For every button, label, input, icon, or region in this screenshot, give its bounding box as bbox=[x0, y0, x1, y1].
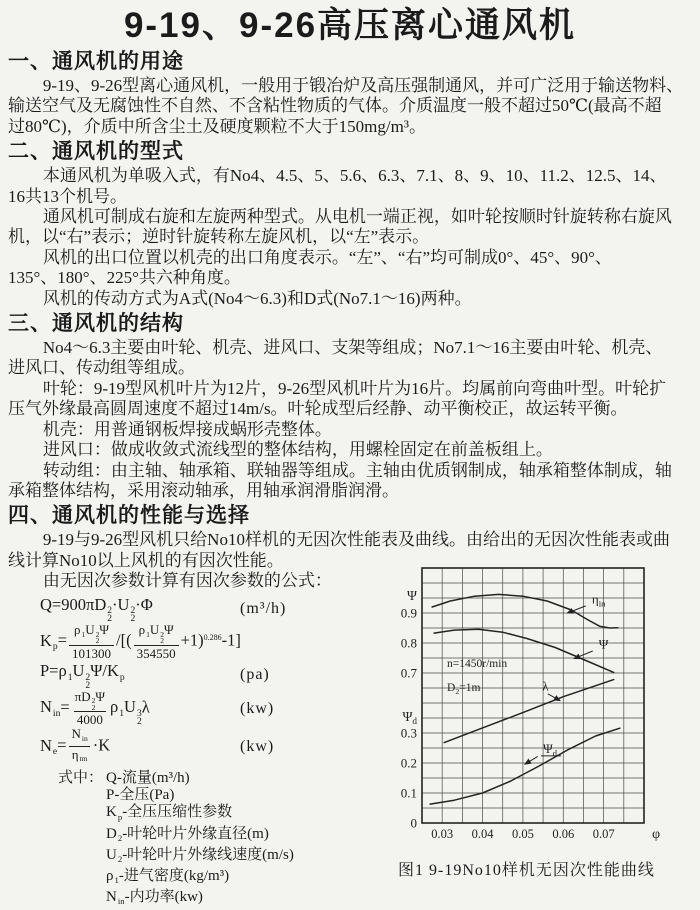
series-label-psi-d: $\Psi_d$ bbox=[543, 740, 558, 758]
symbol-sub: p bbox=[119, 671, 125, 683]
body-line: 进风口、传动组等组成。 bbox=[8, 358, 195, 378]
symbol-sup: 3 bbox=[136, 707, 142, 719]
symbol-base: $K_p$ bbox=[106, 804, 123, 822]
fraction-denominator bbox=[69, 645, 114, 661]
symbol-base: D 2 2 bbox=[94, 594, 113, 625]
formula-expression bbox=[40, 690, 150, 727]
body-line: 承箱整体结构，采用滚动轴承，用轴承润滑脂润滑。 bbox=[8, 480, 399, 500]
formula-text: λ bbox=[141, 697, 150, 717]
symbol-sub: p bbox=[52, 641, 58, 653]
formula-row-1 bbox=[40, 595, 398, 624]
formula-text: P= bbox=[40, 661, 59, 681]
symbol-base: $\rho_1$ bbox=[74, 622, 86, 640]
y-tick-label: 0.2 bbox=[400, 755, 417, 771]
symbol-sub: 1 bbox=[81, 630, 86, 640]
symbol-base: $U_2$ bbox=[106, 846, 123, 864]
symbol-base: U 2 2 bbox=[85, 622, 100, 646]
symbol-sub: 2 bbox=[130, 613, 136, 625]
series-label-eta-in: $\eta_{in}$ bbox=[591, 591, 606, 609]
symbol-sub: 2 bbox=[117, 853, 123, 864]
formula-text: -叶轮叶片外缘直径(m) bbox=[122, 825, 269, 842]
performance-chart-svg bbox=[388, 560, 668, 853]
figure-1 bbox=[388, 560, 694, 880]
formula-text: Ψ bbox=[95, 688, 106, 704]
body-line: No4～6.3主要由叶轮、机壳、进风口、支架等组成；No7.1～16主要由叶轮、机壳、 bbox=[42, 338, 663, 358]
formula-text: /[( bbox=[116, 630, 132, 650]
formula-text: = bbox=[60, 697, 70, 717]
symbol-sub: 2 bbox=[160, 636, 164, 646]
formula-text: Q=900π bbox=[40, 594, 95, 614]
fraction-numerator bbox=[72, 690, 108, 711]
formula-unit: (kw) bbox=[240, 699, 275, 717]
body-line: 压气外缘最高圆周速度不超过14m/s。叶轮成型后经静、动平衡校正，故运转平衡。 bbox=[8, 399, 628, 419]
y-tick-label: 0 bbox=[410, 815, 417, 831]
formula-text: -进气密度(kg/m³) bbox=[118, 867, 230, 884]
symbol-sub: in bbox=[81, 733, 88, 743]
x-tick-label: 0.07 bbox=[592, 827, 615, 841]
body-line: 机，以“右”表示；逆时针旋转称左旋风机，以“左”表示。 bbox=[8, 227, 430, 247]
y-tick-label: 0.1 bbox=[400, 785, 417, 801]
symbol-sub: e bbox=[52, 745, 58, 757]
body-line: 输送空气及无腐蚀性不自然、不含粘性物质的气体。介质温度一般不超过50℃(最高不超 bbox=[8, 96, 662, 116]
formula-text: ·K bbox=[92, 735, 111, 755]
formula-text: 354550 bbox=[136, 645, 176, 661]
formula-expression bbox=[40, 661, 125, 690]
section-3 bbox=[8, 312, 692, 501]
symbol-sub: tm bbox=[79, 754, 88, 764]
symbol-sub: p bbox=[117, 811, 123, 822]
section-2 bbox=[8, 140, 692, 309]
formula-text: Q-流量(m³/h) bbox=[106, 770, 190, 787]
series-arrow-lambda bbox=[548, 694, 560, 701]
body-line: 135°、180°、225°共六种角度。 bbox=[8, 268, 241, 288]
formula-row-2 bbox=[40, 623, 398, 661]
symbol-base: $N_{in}$ bbox=[40, 697, 61, 719]
formula-text: Ψ bbox=[99, 622, 110, 638]
symbol-sup: 2 bbox=[85, 671, 91, 683]
formula-text: π bbox=[74, 688, 82, 704]
symbol-sub: 2 bbox=[107, 613, 113, 625]
x-tick-label: 0.04 bbox=[471, 827, 494, 841]
symbol-sub: 2 bbox=[91, 702, 96, 712]
where-label: 式中： bbox=[58, 770, 104, 787]
symbol-sub: 2 bbox=[136, 715, 142, 727]
x-tick-label: 0.06 bbox=[552, 827, 575, 841]
fraction-denominator bbox=[134, 645, 179, 661]
formula-row-5 bbox=[40, 727, 398, 766]
formula-text: = bbox=[57, 735, 67, 755]
formula-text: 101300 bbox=[72, 645, 112, 661]
formula-expression bbox=[40, 595, 153, 624]
symbol-sup: 2 bbox=[107, 604, 113, 616]
symbol-sub: 1 bbox=[119, 707, 125, 719]
formula-row-4 bbox=[40, 690, 398, 727]
formula-expression bbox=[40, 623, 241, 660]
symbol-base: D 2 2 bbox=[81, 688, 96, 712]
formula-text: 4000 bbox=[76, 712, 103, 728]
formula-text: Ψ bbox=[164, 622, 174, 638]
symbol-base: U 2 2 bbox=[117, 594, 136, 625]
formula-unit: (pa) bbox=[240, 666, 270, 684]
symbol-base: $D_2$ bbox=[106, 825, 123, 843]
symbol-sup: 2 bbox=[91, 696, 96, 706]
symbol-sup: 2 bbox=[130, 604, 136, 616]
y-axis-bottom-label: $\Psi_d$ bbox=[402, 709, 417, 726]
formula-text: P-全压(Pa) bbox=[106, 787, 175, 804]
fraction bbox=[134, 623, 179, 660]
formula-text: -1] bbox=[221, 630, 241, 650]
body-line: 过80℃)，介质中所含尘土及硬度颗粒不大于150mg/m³。 bbox=[8, 116, 426, 136]
formula-text: = bbox=[57, 630, 68, 650]
fraction bbox=[68, 727, 90, 766]
symbol-sub: 1 bbox=[114, 874, 119, 885]
section-1 bbox=[8, 50, 692, 137]
symbol-sub: in bbox=[117, 895, 125, 906]
symbol-base: $\rho_1$ bbox=[106, 867, 119, 885]
formula-text: -全压压缩性参数 bbox=[122, 804, 233, 821]
body-line: 线计算No10以上风机的有因次性能。 bbox=[8, 550, 284, 570]
where-item bbox=[106, 770, 190, 787]
symbol-sub: 2 bbox=[85, 679, 91, 691]
body-line: 机壳：用普通钢板焊接成蜗形壳整体。 bbox=[42, 419, 332, 439]
symbol-sub: 1 bbox=[146, 630, 150, 640]
symbol-sub: 1 bbox=[67, 671, 73, 683]
body-line: 9-19、9-26型离心通风机，一般用于锻冶炉及高压强制通风，并可广泛用于输送物料、 bbox=[42, 76, 684, 95]
body-line: 风机的出口位置以机壳的出口角度表示。“左”、“右”均可制成0°、45°、90°、 bbox=[42, 247, 612, 267]
fraction-numerator bbox=[136, 623, 177, 644]
y-tick-label: 0.3 bbox=[400, 725, 417, 741]
y-tick-label: 0.8 bbox=[400, 635, 417, 651]
where-item bbox=[106, 889, 692, 910]
formula-expression bbox=[40, 727, 110, 766]
symbol-base: U 2 2 bbox=[72, 661, 91, 691]
series-eta-in bbox=[432, 591, 618, 628]
symbol-sup: 2 bbox=[95, 630, 100, 640]
y-tick-label: 0.9 bbox=[400, 605, 417, 621]
y-tick-label: 0.7 bbox=[400, 665, 417, 681]
symbol-sub: in bbox=[52, 707, 61, 719]
symbol-base: $N_e$ bbox=[40, 735, 58, 757]
fraction bbox=[72, 690, 108, 727]
performance-chart bbox=[388, 560, 694, 853]
body-line: 风机的传动方式为A式(No4～6.3)和D式(No7.1～16)两种。 bbox=[42, 288, 472, 308]
body-line: 由无因次参数计算有因次参数的公式： bbox=[42, 571, 332, 591]
symbol-base: $K_p$ bbox=[106, 661, 125, 683]
doc-title: 9-19、9-26高压离心通风机 bbox=[123, 6, 577, 45]
symbol-base: $\rho_1$ bbox=[58, 661, 73, 683]
section-heading-1: 一、通风机的用途 bbox=[8, 50, 184, 73]
formula-text: Ψ/ bbox=[90, 661, 107, 681]
fraction-denominator bbox=[74, 711, 106, 727]
body-line: 转动组：由主轴、轴承箱、联轴器等组成。主轴由优质钢制成，轴承箱整体制成，轴 bbox=[42, 460, 672, 480]
sections-container bbox=[8, 50, 692, 592]
symbol-base: $\rho_1$ bbox=[138, 622, 150, 640]
formula-text: · bbox=[112, 594, 118, 614]
figure-caption: 图1 9-19No10样机无因次性能曲线 bbox=[398, 862, 655, 879]
symbol-base: U 2 2 bbox=[149, 622, 164, 646]
body-line: 通风机可制成右旋和左旋两种型式。从电机一端正视，如叶轮按顺时针旋转称右旋风 bbox=[42, 207, 672, 227]
annotation-speed: n=1450r/min bbox=[447, 658, 508, 670]
symbol-sup: 2 bbox=[160, 630, 164, 640]
body-line: 9-19与9-26型风机只给No10样机的无因次性能表及曲线。由给出的无因次性能表或曲 bbox=[42, 530, 670, 550]
section-heading-2: 二、通风机的型式 bbox=[8, 140, 184, 164]
symbol-base: $\eta_{tm}$ bbox=[71, 746, 88, 764]
y-axis-top-label: Ψ bbox=[407, 588, 417, 603]
fraction-numerator bbox=[68, 727, 90, 746]
symbol-sub: 2 bbox=[117, 832, 123, 843]
x-tick-label: 0.03 bbox=[431, 827, 454, 841]
body-line: 进风口：做成收敛式流线型的整体结构，用螺栓固定在前盖板组上。 bbox=[42, 440, 553, 460]
formula-unit: (kw) bbox=[240, 737, 275, 755]
symbol-sub: 2 bbox=[95, 636, 100, 646]
formula-text: ·Φ bbox=[135, 594, 153, 614]
symbol-base: $K_p$ bbox=[40, 630, 58, 653]
formula-text: -内功率(kw) bbox=[124, 888, 203, 905]
series-label-lambda: λ bbox=[542, 678, 549, 694]
annotation-diameter: $D_2=1m$ bbox=[447, 682, 481, 696]
body-line: 本通风机为单吸入式，有No4、4.5、5、5.6、6.3、7.1、8、9、10、11.2、12.5、14、 bbox=[42, 166, 667, 186]
formula-row-3 bbox=[40, 661, 398, 690]
body-line: 16共13个机号。 bbox=[8, 186, 127, 206]
formula-text: +1) bbox=[180, 630, 204, 650]
fraction-numerator bbox=[71, 623, 112, 644]
section-heading-3: 三、通风机的结构 bbox=[8, 312, 184, 336]
section-heading-4: 四、通风机的性能与选择 bbox=[8, 504, 250, 528]
symbol-base: $N_{in}$ bbox=[71, 726, 88, 743]
formula-text: -叶轮叶片外缘线速度(m/s) bbox=[122, 846, 294, 863]
body-line: 叶轮：9-19型风机叶片为12片，9-26型风机叶片为16片。均属前向弯曲叶型。叶轮扩 bbox=[42, 378, 667, 398]
symbol-base: $N_{in}$ bbox=[106, 888, 125, 906]
x-axis-label: φ bbox=[651, 827, 661, 842]
formula-unit: (m³/h) bbox=[240, 599, 287, 617]
x-tick-label: 0.05 bbox=[511, 827, 534, 841]
symbol-base: U 3 2 bbox=[124, 697, 142, 727]
series-label-psi: Ψ bbox=[598, 636, 609, 652]
fraction bbox=[69, 623, 114, 660]
symbol-base: $\rho_1$ bbox=[110, 697, 125, 719]
exponent: 0.286 bbox=[203, 633, 222, 643]
fraction-denominator bbox=[69, 746, 91, 767]
formula-block bbox=[8, 595, 398, 767]
